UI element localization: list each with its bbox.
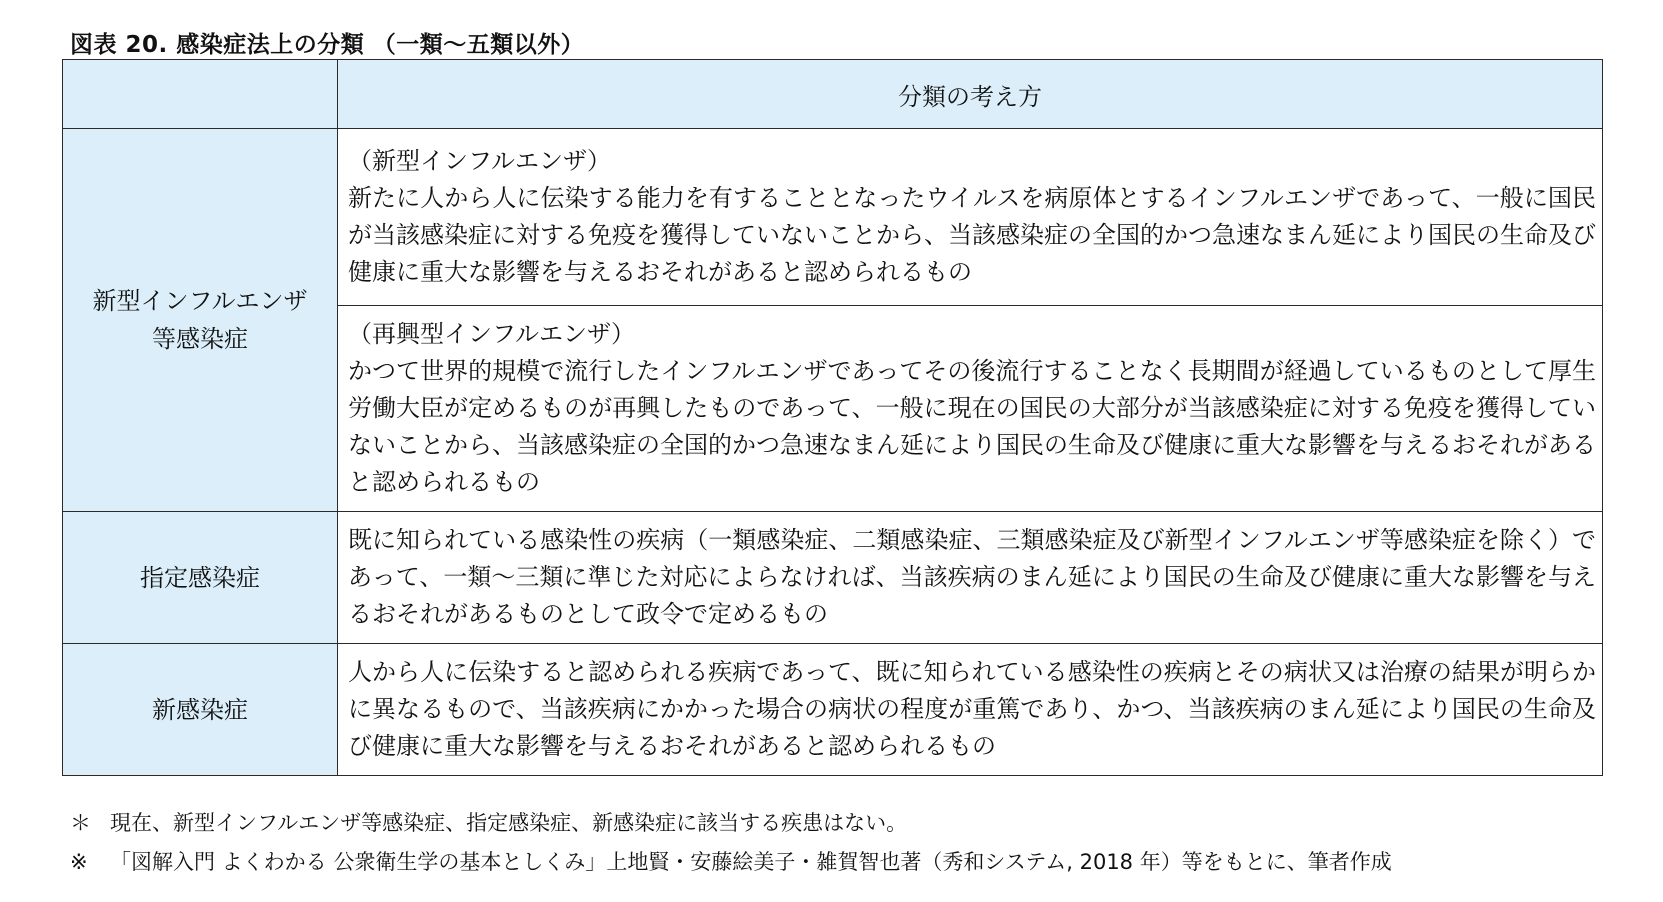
table-header-row bbox=[63, 60, 1603, 129]
category-cell-new-influenza bbox=[63, 129, 338, 512]
description-cell bbox=[338, 129, 1603, 306]
description-cell bbox=[338, 644, 1603, 776]
description-cell bbox=[338, 512, 1603, 644]
description-subtitle: （新型インフルエンザ） bbox=[348, 147, 612, 175]
source-mark: ※ bbox=[70, 850, 88, 874]
source-text: 「図解入門 よくわかる 公衆衛生学の基本としくみ」上地賢・安藤絵美子・雑賀智也著（秀和システム, 2018 年）等をもとに、筆者作成 bbox=[110, 850, 1392, 874]
footnote-mark: ＊ bbox=[70, 811, 91, 835]
category-cell-new-infectious bbox=[63, 644, 338, 776]
figure-title: 図表 20. 感染症法上の分類 （一類～五類以外） bbox=[70, 32, 585, 58]
table-row bbox=[63, 129, 1603, 306]
table-row bbox=[63, 512, 1603, 644]
description-cell bbox=[338, 306, 1603, 512]
category-label: 指定感染症 bbox=[140, 563, 260, 592]
source-note bbox=[70, 846, 1392, 876]
description-subtitle: （再興型インフルエンザ） bbox=[348, 320, 636, 348]
category-label: 新感染症 bbox=[152, 695, 248, 724]
classification-table bbox=[62, 59, 1603, 776]
category-label: 新型インフルエンザ 等感染症 bbox=[92, 287, 308, 353]
footnote bbox=[70, 807, 907, 837]
header-concept-cell: 分類の考え方 bbox=[338, 60, 1603, 129]
description-text: 人から人に伝染すると認められる疾病であって、既に知られている感染性の疾病とその病状又は治療の結果が明らかに異なるもので、当該疾病にかかった場合の病状の程度が重篤であり、かつ、当該疾病のまん延により国民の生命及び健康に重大な影響を与えるおそれがあると認められるもの bbox=[348, 658, 1596, 760]
category-cell-designated bbox=[63, 512, 338, 644]
description-text: かつて世界的規模で流行したインフルエンザであってその後流行することなく長期間が経過しているものとして厚生労働大臣が定めるものが再興したものであって、一般に現在の国民の大部分が当該感染症に対する免疫を獲得していないことから、当該感染症の全国的かつ急速なまん延により国民の生命及び健康に重大な影響を与えるおそれがあると認められるもの bbox=[348, 357, 1596, 496]
footnote-text: 現在、新型インフルエンザ等感染症、指定感染症、新感染症に該当する疾患はない。 bbox=[110, 811, 908, 835]
description-text: 新たに人から人に伝染する能力を有することとなったウイルスを病原体とするインフルエンザであって、一般に国民が当該感染症に対する免疫を獲得していないことから、当該感染症の全国的かつ急速なまん延により国民の生命及び健康に重大な影響を与えるおそれがあると認められるもの bbox=[348, 184, 1596, 286]
header-category-cell bbox=[63, 60, 338, 129]
description-text: 既に知られている感染性の疾病（一類感染症、二類感染症、三類感染症及び新型インフルエンザ等感染症を除く）であって、一類～三類に準じた対応によらなければ、当該疾病のまん延により国民の生命及び健康に重大な影響を与えるおそれがあるものとして政令で定めるもの bbox=[348, 526, 1596, 628]
table-row bbox=[63, 644, 1603, 776]
